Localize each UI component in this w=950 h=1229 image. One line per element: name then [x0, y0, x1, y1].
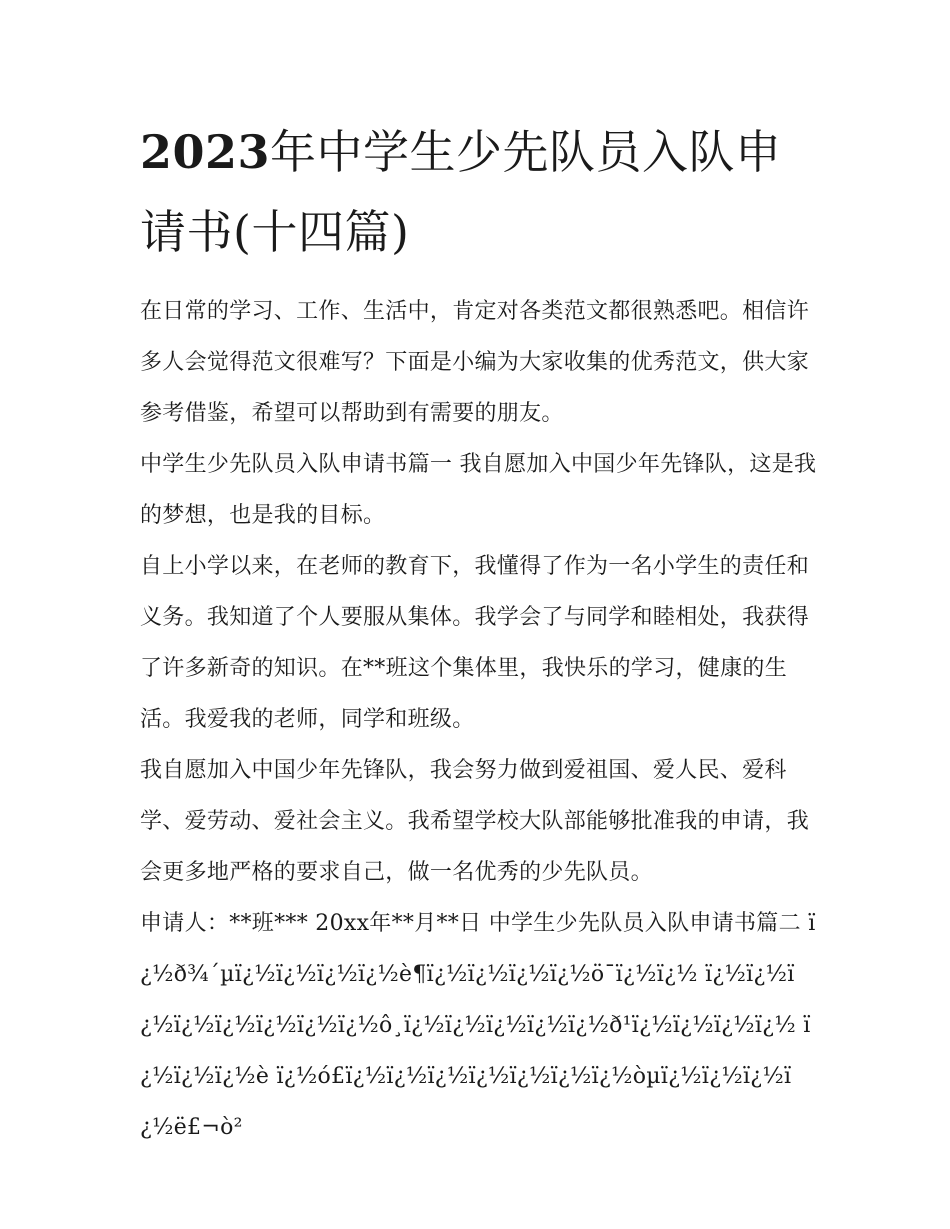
paragraph-chapter-one-heading: 中学生少先队员入队申请书篇一 我自愿加入中国少年先锋队，这是我的梦想，也是我的目标。	[140, 452, 817, 528]
paragraph-intro: 在日常的学习、工作、生活中，肯定对各类范文都很熟悉吧。相信许多人会觉得范文很难写？下面是小编为大家收集的优秀范文，供大家参考借鉴，希望可以帮助到有需要的朋友。	[140, 299, 810, 426]
paragraph-responsibility: 自上小学以来，在老师的教育下，我懂得了作为一名小学生的责任和义务。我知道了个人要服从集体。我学会了与同学和睦相处，我获得了许多新奇的知识。在**班这个集体里，我快乐的学习，健康的生活。我爱我的老师，同学和班级。	[140, 554, 810, 732]
paragraph-signature-and-chapter-two: 申请人：**班*** 20xx年**月**日 中学生少先队员入队申请书篇二 ï¿½ð¾´µï¿½ï¿½ï¿½ï¿½è¶ï¿½ï¿½ï¿½ï¿½ö¯ï¿½ï¿½ ï¿½ï¿½ï¿½ï¿½ï¿½ï¿½ï¿½ï¿½ô¸ï¿½ï¿½ï¿½ï¿½ï¿½ð¹ï¿½ï¿½ï¿½ï¿½ ï¿½ï¿½ï¿½è ï¿½ó£ï¿½ï¿½ï¿½ï¿½ï¿½ï¿½ï¿½òµï¿½ï¿½ï¿½ï¿½ë£¬ò²	[140, 911, 816, 1140]
title-text: 年中学生少先队员入队申请书(十四篇)	[140, 125, 782, 259]
document-title	[140, 112, 820, 272]
paragraph-pledge: 我自愿加入中国少年先锋队，我会努力做到爱祖国、爱人民、爱科学、爱劳动、爱社会主义。我希望学校大队部能够批准我的申请，我会更多地严格的要求自己，做一名优秀的少先队员。	[140, 758, 810, 885]
title-year: 2023	[140, 125, 271, 179]
document-page	[140, 112, 820, 1153]
